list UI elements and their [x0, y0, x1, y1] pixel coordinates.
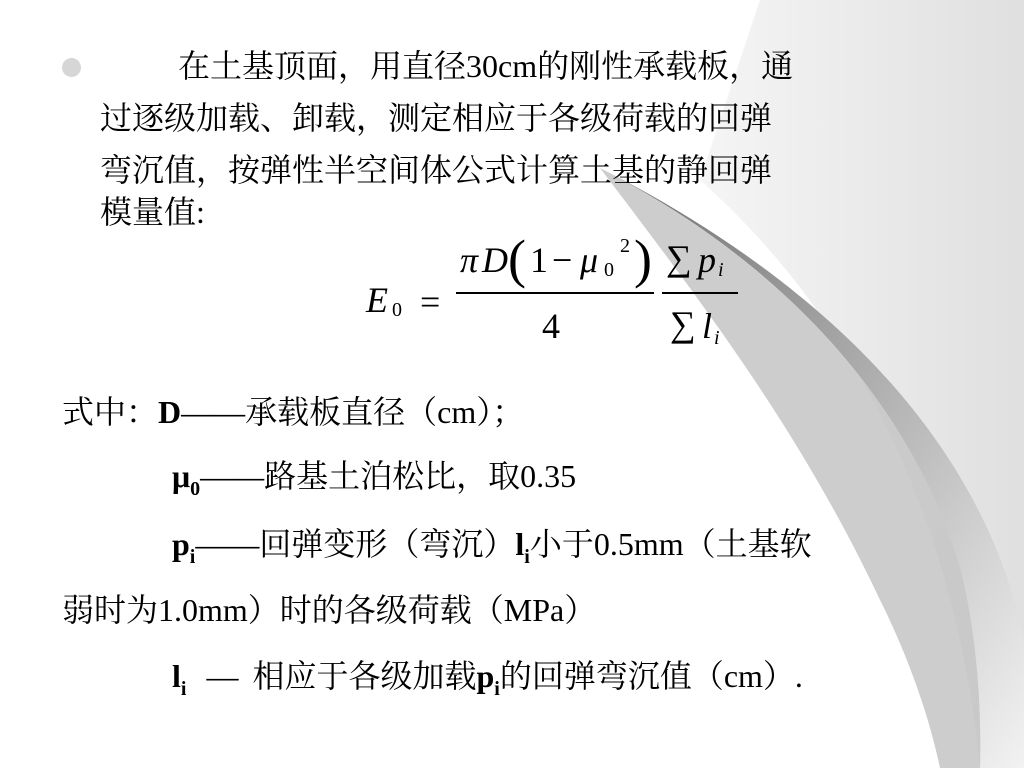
definition-l-p-subscript: i — [494, 678, 500, 700]
formula-d: D — [482, 240, 508, 280]
definition-l-line — [172, 656, 803, 701]
formula-paren-close: ) — [634, 229, 652, 289]
definition-p-text-a: ——回弹变形（弯沉） — [195, 526, 516, 562]
formula-equals: = — [420, 282, 441, 322]
formula-mu: μ — [580, 240, 599, 280]
definition-intro: 式中： — [62, 394, 159, 430]
definition-d-symbol: D — [158, 394, 182, 430]
definition-l-subscript: i — [180, 678, 187, 700]
definition-mu-text: ——路基土泊松比，取0.35 — [200, 458, 577, 494]
definition-l-p-symbol: p — [476, 658, 495, 694]
definition-p-subscript: i — [189, 546, 196, 568]
paragraph-line-2: 过逐级加载、卸载，测定相应于各级荷载的回弹 — [100, 100, 773, 136]
bullet-dot — [62, 58, 81, 77]
formula-denominator-four: 4 — [542, 306, 560, 346]
formula-fraction-bar-2 — [662, 292, 738, 294]
definition-mu-line — [172, 456, 576, 501]
formula-p: p — [698, 240, 716, 280]
definition-mu-subscript: 0 — [190, 478, 201, 500]
paragraph-line-4: 模量值: — [100, 194, 205, 230]
paragraph-line-3: 弯沉值，按弹性半空间体公式计算土基的静回弹 — [100, 152, 773, 188]
definition-p-symbol: p — [172, 526, 190, 562]
formula-mu-subscript: 0 — [604, 259, 614, 281]
formula-paren-open: ( — [508, 229, 526, 289]
formula-e-subscript: 0 — [392, 299, 402, 321]
definition-p-l-subscript: i — [524, 546, 530, 568]
formula-l: l — [702, 306, 713, 346]
formula-l-subscript: i — [714, 327, 720, 349]
definition-l-text-a: 相应于各级加载 — [252, 658, 477, 694]
definition-l-text-b: 的回弹弯沉值（cm）. — [499, 658, 803, 694]
definition-p-l-symbol: l — [515, 526, 525, 562]
formula-sum-denominator: ∑ — [670, 304, 696, 344]
definition-l-dash: — — [206, 658, 239, 694]
definition-p-line — [172, 524, 812, 569]
modulus-formula — [358, 229, 748, 362]
formula-sum-numerator: ∑ — [666, 238, 692, 278]
paragraph-line-1: 在土基顶面，用直径30cm的刚性承载板，通 — [178, 48, 794, 84]
formula-e-symbol: E — [366, 280, 388, 320]
definition-mu-symbol: μ — [172, 458, 191, 494]
formula-p-subscript: i — [718, 259, 724, 281]
definition-p-continuation: 弱时为1.0mm）时的各级荷载（MPa） — [62, 592, 597, 628]
formula-minus: − — [552, 240, 573, 280]
formula-pi: π — [460, 240, 479, 280]
formula-mu-superscript: 2 — [620, 235, 630, 257]
formula-one: 1 — [530, 240, 548, 280]
definition-d-line — [62, 392, 524, 432]
formula-fraction-bar-1 — [456, 292, 654, 294]
definition-p-text-b: 小于0.5mm（土基软 — [529, 526, 812, 562]
definition-d-text: ——承载板直径（cm）； — [181, 394, 525, 430]
definition-l-symbol: l — [172, 658, 181, 694]
